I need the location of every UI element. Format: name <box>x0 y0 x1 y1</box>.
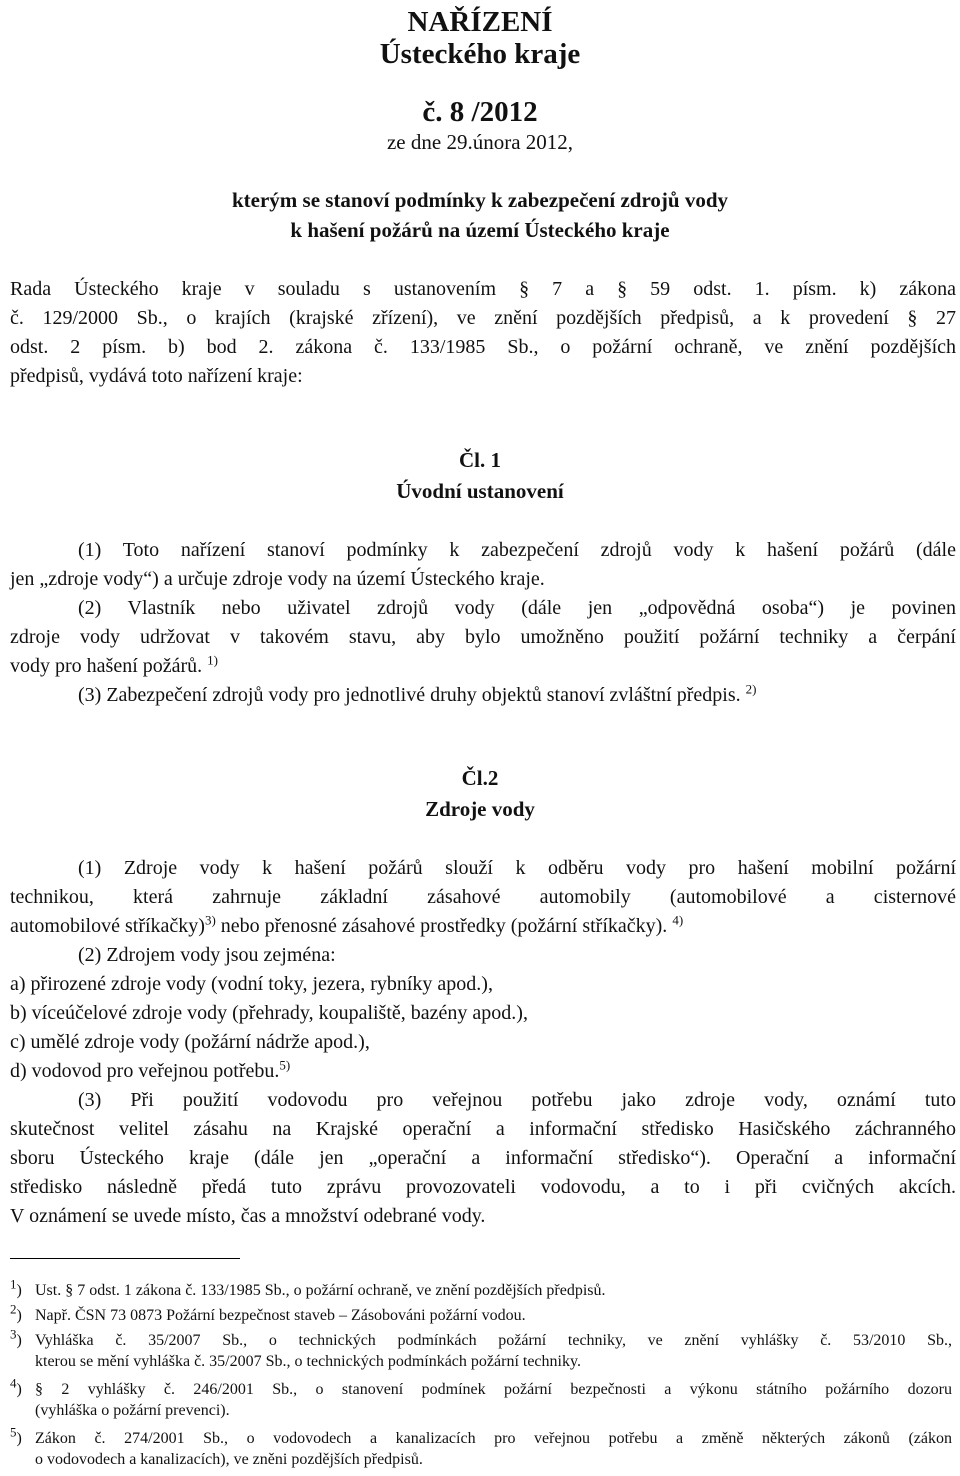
paragraph-line: (1) Zdroje vody k hašení požárů slouží k odběru vody pro hašení mobilní požární <box>78 857 956 879</box>
preamble-line: předpisů, vydává toto nařízení kraje: <box>10 365 303 387</box>
article-1-number: Čl. 1 <box>459 448 501 472</box>
footnote-ref[interactable]: 5) <box>279 1057 291 1073</box>
paragraph-line: (1) Toto nařízení stanoví podmínky k zabezpečení zdrojů vody k hašení požárů (dále <box>78 539 956 561</box>
footnote-line: kterou se mění vyhláška č. 35/2007 Sb., o technických podmínkách požární techniky. <box>35 1353 581 1370</box>
paragraph-text: vody pro hašení požárů. <box>10 655 203 677</box>
list-item: b) víceúčelové zdroje vody (přehrady, koupaliště, bazény apod.), <box>10 1002 528 1024</box>
article-2-title: Zdroje vody <box>425 797 535 821</box>
preamble-line: odst. 2 písm. b) bod 2. zákona č. 133/1985 Sb., o požární ochraně, ve znění pozdějších <box>10 336 956 358</box>
footnote-number: 1 <box>10 1276 17 1292</box>
footnote <box>10 1424 952 1472</box>
issuer-name: Ústeckého kraje <box>379 38 581 70</box>
footnote-number: 4 <box>10 1375 17 1391</box>
preamble <box>10 275 956 391</box>
footnote-number: 3 <box>10 1326 17 1342</box>
list-item <box>10 1057 956 1086</box>
footnote-marker: $^1$) <box>10 1276 22 1299</box>
footnote <box>10 1301 952 1327</box>
paragraph-line: (2) Zdrojem vody jsou zejména: <box>78 944 336 966</box>
document-title: NAŘÍZENÍ <box>407 6 553 38</box>
footnote-ref[interactable]: 3) <box>204 912 216 928</box>
paragraph-line: středisko následně předá tuto zprávu provozovateli vodovodu, a to i při cvičných akcích. <box>10 1176 956 1198</box>
subject-line-2: k hašení požárů na území Ústeckého kraje <box>290 218 670 242</box>
paragraph-line: (3) Při použití vodovodu pro veřejnou potřebu jako zdroje vody, oznámí tuto <box>78 1089 956 1111</box>
footnote-text <box>35 1330 952 1372</box>
footnote <box>10 1375 952 1423</box>
article-1-title: Úvodní ustanovení <box>396 479 564 503</box>
article-2-number: Čl.2 <box>461 766 499 790</box>
paragraph-line: jen „zdroje vody“) a určuje zdroje vody na území Ústeckého kraje. <box>10 568 545 590</box>
paragraph-line: (2) Vlastník nebo uživatel zdrojů vody (dále jen „odpovědná osoba“) je povinen <box>78 597 956 619</box>
regulation-number: č. 8 /2012 <box>422 96 538 128</box>
paragraph-line <box>10 681 956 710</box>
footnote-line: Např. ČSN 73 0873 Požární bezpečnost staveb – Zásobováni požární vodou. <box>35 1307 526 1324</box>
footnote <box>10 1326 952 1374</box>
footnote-ref[interactable]: 1) <box>207 652 219 668</box>
paragraph-line: sboru Ústeckého kraje (dále jen „operační a informační středisko“). Operační a informační <box>10 1147 956 1169</box>
article-2-body <box>10 854 956 1231</box>
footnote <box>10 1276 952 1302</box>
footnote-line: Ust. § 7 odst. 1 zákona č. 133/1985 Sb., o požární ochraně, ve znění pozdějších předpisů. <box>35 1282 606 1299</box>
list-item: c) umělé zdroje vody (požární nádrže apod.), <box>10 1031 370 1053</box>
footnote-marker: $^4$) <box>10 1375 22 1398</box>
footnote-line: Zákon č. 274/2001 Sb., o vodovodech a kanalizacích pro veřejnou potřebu a změně některých zákonů (zákon <box>35 1430 952 1447</box>
paragraph-text: nebo přenosné zásahové prostředky (požární stříkačky). <box>215 915 668 937</box>
list-item-text: d) vodovod pro veřejnou potřebu. <box>10 1060 280 1082</box>
footnote-text <box>35 1305 952 1326</box>
subject-line-1: kterým se stanoví podmínky k zabezpečení zdrojů vody <box>231 188 729 212</box>
paragraph-line: technikou, která zahrnuje základní zásahové automobily (automobilové a cisternové <box>10 886 956 908</box>
list-item: a) přirozené zdroje vody (vodní toky, jezera, rybníky apod.), <box>10 973 493 995</box>
paragraph-line: zdroje vody udržovat v takovém stavu, aby bylo umožněno použití požární techniky a čerpání <box>10 626 956 648</box>
paragraph-line: V oznámení se uvede místo, čas a množství odebrané vody. <box>10 1205 486 1227</box>
article-1-body <box>10 536 956 710</box>
footnote-separator <box>10 1258 240 1259</box>
footnote-text <box>35 1280 952 1301</box>
footnote-ref[interactable]: 2) <box>745 681 757 697</box>
preamble-line: č. 129/2000 Sb., o krajích (krajské zřízení), ve znění pozdějších předpisů, a k provedení § 27 <box>10 307 956 329</box>
issue-date: ze dne 29.února 2012, <box>386 130 574 154</box>
paragraph-line <box>10 912 956 941</box>
footnote-text <box>35 1428 952 1470</box>
footnote-line: o vodovodech a kanalizacích), ve zněni pozdějších předpisů. <box>35 1451 423 1468</box>
footnote-text <box>35 1379 952 1421</box>
paragraph-text: (3) Zabezpečení zdrojů vody pro jednotlivé druhy objektů stanoví zvláštní předpis. <box>78 684 741 706</box>
footnote-marker: $^2$) <box>10 1301 22 1324</box>
footnote-ref[interactable]: 4) <box>672 912 684 928</box>
footnote-line: Vyhláška č. 35/2007 Sb., o technických podmínkách požární techniky, ve znění vyhlášky č. 53/2010 Sb., <box>35 1332 952 1349</box>
paragraph-text: automobilové stříkačky) <box>10 915 205 937</box>
paragraph-line <box>10 652 956 681</box>
footnote-line: (vyhláška o požární prevenci). <box>35 1402 230 1419</box>
footnote-line: § 2 vyhlášky č. 246/2001 Sb., o stanovení podmínek požární bezpečnosti a výkonu státního požárního dozoru <box>35 1381 952 1398</box>
preamble-line: Rada Ústeckého kraje v souladu s ustanovením § 7 a § 59 odst. 1. písm. k) zákona <box>10 278 956 300</box>
footnote-number: 5 <box>10 1424 17 1440</box>
footnote-marker: $^5$) <box>10 1424 22 1447</box>
footnote-marker: $^3$) <box>10 1326 22 1349</box>
paragraph-line: skutečnost velitel zásahu na Krajské operační a informační středisko Hasičského záchranného <box>10 1118 956 1140</box>
footnote-number: 2 <box>10 1301 17 1317</box>
